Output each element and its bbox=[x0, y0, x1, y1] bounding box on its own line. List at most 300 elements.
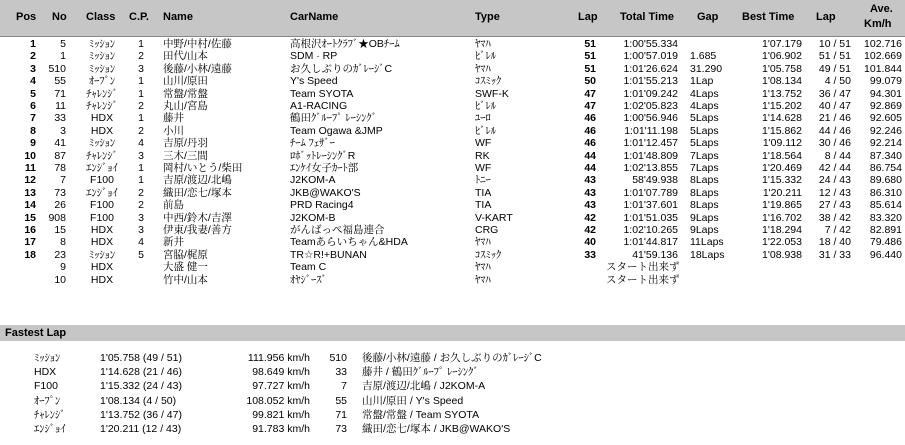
cell-car: JKB@WAKO'S bbox=[290, 186, 361, 199]
cell-cls: ｵｰﾌﾟﾝ bbox=[88, 75, 116, 88]
cell-cp: 3 bbox=[138, 62, 144, 75]
cell-cls: HDX bbox=[90, 112, 114, 125]
cell-cls: HDX bbox=[90, 261, 114, 274]
cell-ave: 83.320 bbox=[869, 211, 902, 224]
cell-cp: 1 bbox=[138, 112, 144, 125]
cell-gap: 5Laps bbox=[690, 137, 719, 150]
table-row bbox=[0, 100, 905, 112]
col-ave-1: Ave. bbox=[870, 3, 893, 15]
cell-ave: 87.340 bbox=[869, 149, 902, 162]
fl-cell-no: 71 bbox=[335, 408, 347, 421]
cell-cp: 1 bbox=[138, 87, 144, 100]
cell-car: Team Ogawa &JMP bbox=[290, 124, 383, 137]
cell-total: 1:01'07.789 bbox=[623, 186, 678, 199]
cell-name: 大盛 健一 bbox=[163, 261, 208, 274]
table-row bbox=[0, 261, 905, 273]
cell-cp: 1 bbox=[138, 75, 144, 88]
fl-cell-time: 1'13.752 (36 / 47) bbox=[100, 408, 182, 421]
cell-blap: 18 / 40 bbox=[818, 236, 851, 249]
cell-gap: 9Laps bbox=[690, 211, 719, 224]
cell-type: ﾔﾏﾊ bbox=[475, 261, 491, 274]
cell-blap: 7 / 42 bbox=[824, 224, 851, 236]
cell-gap: 7Laps bbox=[690, 162, 719, 174]
fl-cell-time: 1'20.211 (12 / 43) bbox=[100, 423, 182, 435]
col-carname: CarName bbox=[290, 11, 339, 23]
cell-cls: ﾁｬﾚﾝｼﾞ bbox=[86, 149, 118, 162]
cell-best: 1'13.752 bbox=[762, 87, 802, 100]
cell-best: 1'15.332 bbox=[762, 174, 802, 187]
cell-pos: 4 bbox=[30, 75, 36, 88]
fl-cell-time: 1'08.134 (4 / 50) bbox=[100, 394, 177, 407]
cell-total: 1:02'13.855 bbox=[623, 162, 678, 174]
cell-type: V-KART bbox=[475, 211, 513, 224]
cell-pos: 7 bbox=[30, 112, 36, 125]
cell-cls: ｴﾝｼﾞｮｲ bbox=[86, 186, 118, 199]
cell-pos: 13 bbox=[24, 186, 36, 199]
fl-cell-cls: ｵｰﾌﾟﾝ bbox=[34, 394, 61, 407]
cell-car: J2KOM-A bbox=[290, 174, 336, 187]
cell-no: 510 bbox=[48, 62, 66, 75]
cell-cls: F100 bbox=[90, 174, 114, 187]
cell-pos: 10 bbox=[24, 149, 36, 162]
fastest-lap-row bbox=[0, 352, 905, 365]
cell-cp: 3 bbox=[138, 149, 144, 162]
col-cp: C.P. bbox=[129, 11, 149, 23]
cell-car: Y's Speed bbox=[290, 75, 338, 88]
cell-best: 1'20.211 bbox=[762, 186, 802, 199]
cell-best: 1'08.134 bbox=[762, 75, 802, 88]
cell-lap: 42 bbox=[584, 211, 596, 224]
cell-gap: 4Laps bbox=[690, 87, 719, 100]
fastest-lap-row bbox=[0, 395, 905, 408]
cell-car: J2KOM-B bbox=[290, 211, 336, 224]
cell-ave: 86.310 bbox=[869, 186, 902, 199]
cell-car: ｴﾝｹｲ女子ｶｰﾄ部 bbox=[290, 162, 359, 174]
table-row bbox=[0, 125, 905, 137]
cell-total: 1:01'11.198 bbox=[624, 124, 678, 137]
cell-ave: 79.486 bbox=[869, 236, 902, 249]
cell-ave: 85.614 bbox=[869, 199, 902, 212]
table-row bbox=[0, 212, 905, 224]
cell-total: 1:01'55.213 bbox=[623, 75, 678, 88]
cell-pos: 12 bbox=[24, 174, 36, 187]
col-best-lap: Lap bbox=[816, 11, 836, 23]
cell-blap: 38 / 42 bbox=[818, 211, 851, 224]
table-row bbox=[0, 174, 905, 186]
cell-lap: 46 bbox=[584, 124, 596, 137]
cell-cls: ﾐｯｼｮﾝ bbox=[88, 248, 116, 261]
fastest-lap-header bbox=[0, 325, 905, 341]
col-name: Name bbox=[163, 11, 193, 23]
cell-total: 1:01'48.809 bbox=[623, 149, 678, 162]
cell-cls: ﾁｬﾚﾝｼﾞ bbox=[86, 100, 118, 112]
cell-lap: 33 bbox=[584, 248, 596, 261]
cell-cls: ｴﾝｼﾞｮｲ bbox=[86, 162, 118, 174]
cell-total: 58'49.938 bbox=[632, 174, 678, 187]
cell-cp: 4 bbox=[138, 137, 144, 150]
fl-cell-cls: ﾐｯｼｮﾝ bbox=[34, 352, 61, 364]
cell-no: 87 bbox=[54, 149, 66, 162]
fl-cell-speed: 111.956 km/h bbox=[247, 352, 310, 364]
cell-ave: 99.079 bbox=[869, 75, 902, 88]
cell-total: 1:01'51.035 bbox=[623, 211, 678, 224]
cell-car: 高根沢ｵｰﾄｸﾗﾌﾞ★OBﾁｰﾑ bbox=[290, 38, 400, 50]
cell-blap: 24 / 43 bbox=[818, 174, 851, 187]
cell-no: 5 bbox=[60, 38, 66, 50]
cell-no: 26 bbox=[54, 199, 66, 212]
cell-blap: 31 / 33 bbox=[818, 248, 851, 261]
cell-name: 伊東/我妻/善方 bbox=[163, 224, 232, 236]
cell-cls: HDX bbox=[90, 224, 114, 236]
cell-gap: 9Laps bbox=[690, 224, 719, 236]
col-class: Class bbox=[86, 11, 116, 23]
cell-total: 1:02'10.265 bbox=[623, 224, 678, 236]
header-divider bbox=[0, 36, 905, 37]
col-ave-2: Km/h bbox=[864, 18, 892, 30]
cell-cp: 2 bbox=[138, 199, 144, 212]
cell-blap: 10 / 51 bbox=[818, 38, 851, 50]
cell-gap: 1Lap bbox=[690, 75, 714, 88]
cell-cp: 1 bbox=[138, 162, 144, 174]
cell-name: 山川/原田 bbox=[163, 75, 208, 88]
cell-total: 41'59.136 bbox=[632, 248, 678, 261]
cell-best: 1'05.758 bbox=[762, 62, 802, 75]
cell-gap: 7Laps bbox=[690, 149, 719, 162]
cell-total: 1:01'12.457 bbox=[623, 137, 678, 150]
cell-no: 73 bbox=[54, 186, 66, 199]
cell-blap: 49 / 51 bbox=[818, 62, 851, 75]
cell-total: 1:01'09.242 bbox=[623, 87, 678, 100]
table-row bbox=[0, 38, 905, 50]
cell-no: 55 bbox=[54, 75, 66, 88]
fastest-lap-row bbox=[0, 409, 905, 422]
cell-lap: 46 bbox=[584, 137, 596, 150]
table-row bbox=[0, 236, 905, 248]
table-row bbox=[0, 75, 905, 87]
cell-no: 11 bbox=[55, 100, 66, 112]
cell-gap: 8Laps bbox=[690, 186, 719, 199]
table-row bbox=[0, 150, 905, 162]
cell-car: Team C bbox=[290, 261, 327, 274]
cell-no: 1 bbox=[60, 50, 66, 63]
cell-lap: 40 bbox=[584, 236, 596, 249]
cell-type: ﾔﾏﾊ bbox=[475, 38, 491, 50]
fl-cell-cls: ｴﾝｼﾞｮｲ bbox=[34, 423, 66, 435]
col-best-time: Best Time bbox=[742, 11, 795, 23]
fl-cell-no: 55 bbox=[335, 394, 347, 407]
cell-blap: 21 / 46 bbox=[818, 112, 851, 125]
cell-cp: 2 bbox=[138, 50, 144, 63]
cell-pos: 15 bbox=[24, 211, 36, 224]
cell-cls: F100 bbox=[90, 211, 114, 224]
cell-type: ﾕｰﾛ bbox=[475, 112, 491, 125]
cell-car: ﾁｰﾑ ﾌｪｻﾞｰ bbox=[290, 137, 335, 150]
cell-name: 小川 bbox=[163, 124, 184, 137]
fl-cell-cls: F100 bbox=[34, 380, 58, 393]
cell-cp: 5 bbox=[138, 248, 144, 261]
cell-ave: 96.440 bbox=[869, 248, 902, 261]
cell-car: Teamあらいちゃん&HDA bbox=[290, 236, 408, 249]
cell-cls: ﾐｯｼｮﾝ bbox=[88, 50, 116, 63]
cell-lap: 47 bbox=[584, 100, 596, 112]
table-row bbox=[0, 50, 905, 62]
cell-type: WF bbox=[475, 162, 492, 174]
cell-lap: 43 bbox=[584, 199, 596, 212]
col-gap: Gap bbox=[697, 11, 719, 23]
table-row bbox=[0, 249, 905, 261]
cell-type: WF bbox=[475, 137, 492, 150]
cell-no: 41 bbox=[54, 137, 66, 150]
fl-cell-who: 藤井 / 鶴田ｸﾞﾙｰﾌﾟ ﾚｰｼﾝｸﾞ bbox=[362, 366, 479, 379]
cell-ave: 92.214 bbox=[869, 137, 902, 150]
cell-name: 吉原/渡辺/北嶋 bbox=[163, 174, 232, 187]
cell-car: お久しぶりのｶﾞﾚｰｼﾞC bbox=[290, 62, 393, 75]
cell-cp: 2 bbox=[138, 124, 144, 137]
cell-ave: 94.301 bbox=[869, 87, 902, 100]
cell-blap: 27 / 43 bbox=[818, 199, 851, 212]
cell-no: 908 bbox=[48, 211, 66, 224]
cell-car: がんばっぺ福島連合 bbox=[290, 224, 385, 236]
fl-cell-who: 山川/原田 / Y's Speed bbox=[362, 394, 464, 407]
cell-total: 1:00'55.334 bbox=[623, 38, 678, 50]
cell-name: 前島 bbox=[163, 199, 184, 212]
cell-name: 岡村/いとう/柴田 bbox=[163, 162, 243, 174]
cell-ave: 102.716 bbox=[864, 38, 902, 50]
cell-name: 新井 bbox=[163, 236, 184, 249]
cell-blap: 30 / 46 bbox=[818, 137, 851, 150]
fl-cell-cls: ﾁｬﾚﾝｼﾞ bbox=[34, 408, 66, 421]
cell-blap: 42 / 44 bbox=[818, 162, 851, 174]
cell-total: スタート出来ず bbox=[606, 261, 680, 274]
cell-best: 1'19.865 bbox=[762, 199, 802, 212]
cell-car: ﾛﾎﾞｯﾄﾚｰｼﾝｸﾞR bbox=[290, 149, 356, 162]
cell-type: ﾋﾞﾚﾙ bbox=[475, 124, 496, 137]
fl-cell-no: 33 bbox=[335, 366, 347, 379]
cell-gap: 5Laps bbox=[690, 124, 719, 137]
fl-cell-who: 後藤/小林/遠藤 / お久しぶりのｶﾞﾚｰｼﾞC bbox=[362, 352, 542, 364]
cell-cp: 4 bbox=[138, 236, 144, 249]
cell-ave: 92.246 bbox=[869, 124, 902, 137]
cell-total: 1:00'57.019 bbox=[623, 50, 678, 63]
cell-cls: F100 bbox=[90, 199, 114, 212]
cell-ave: 89.680 bbox=[869, 174, 902, 187]
table-row bbox=[0, 274, 905, 286]
cell-name: 中野/中村/佐藤 bbox=[163, 38, 232, 50]
cell-gap: 5Laps bbox=[690, 112, 719, 125]
cell-best: 1'20.469 bbox=[762, 162, 802, 174]
cell-name: 竹中/山本 bbox=[163, 273, 208, 286]
cell-lap: 44 bbox=[584, 162, 596, 174]
cell-car: TR☆R!+BUNAN bbox=[290, 248, 367, 261]
fl-cell-time: 1'05.758 (49 / 51) bbox=[100, 352, 182, 364]
cell-type: ﾔﾏﾊ bbox=[475, 236, 491, 249]
cell-lap: 43 bbox=[584, 174, 596, 187]
col-pos: Pos bbox=[16, 11, 37, 23]
cell-blap: 8 / 44 bbox=[824, 149, 851, 162]
cell-name: 常盤/常盤 bbox=[163, 87, 208, 100]
cell-best: 1'09.112 bbox=[762, 137, 802, 150]
cell-no: 9 bbox=[60, 261, 66, 274]
cell-best: 1'15.862 bbox=[762, 124, 802, 137]
cell-type: ﾄﾆｰ bbox=[475, 174, 491, 187]
cell-lap: 51 bbox=[584, 50, 596, 63]
col-no: No bbox=[52, 11, 67, 23]
cell-pos: 17 bbox=[24, 236, 36, 249]
cell-lap: 43 bbox=[584, 186, 596, 199]
cell-blap: 40 / 47 bbox=[818, 100, 851, 112]
cell-total: 1:01'26.624 bbox=[623, 62, 678, 75]
cell-no: 3 bbox=[60, 124, 66, 137]
table-row bbox=[0, 162, 905, 174]
cell-cp: 2 bbox=[138, 100, 144, 112]
col-total-time: Total Time bbox=[620, 11, 674, 23]
cell-lap: 51 bbox=[584, 38, 596, 50]
cell-car: 鶴田ｸﾞﾙｰﾌﾟ ﾚｰｼﾝｸﾞ bbox=[290, 112, 377, 125]
cell-blap: 36 / 47 bbox=[818, 87, 851, 100]
cell-lap: 42 bbox=[584, 224, 596, 236]
cell-gap: 4Laps bbox=[690, 100, 719, 112]
cell-best: 1'14.628 bbox=[762, 112, 802, 125]
cell-type: TIA bbox=[475, 199, 492, 212]
cell-pos: 6 bbox=[30, 100, 36, 112]
cell-pos: 8 bbox=[30, 124, 36, 137]
cell-lap: 44 bbox=[584, 149, 596, 162]
cell-pos: 5 bbox=[30, 87, 36, 100]
cell-name: 丸山/宮島 bbox=[163, 100, 208, 112]
cell-type: ｺｽﾐｯｸ bbox=[475, 248, 502, 261]
cell-best: 1'15.202 bbox=[762, 100, 802, 112]
cell-cp: 2 bbox=[138, 186, 144, 199]
cell-best: 1'22.053 bbox=[762, 236, 802, 249]
fl-cell-cls: HDX bbox=[34, 366, 57, 379]
cell-type: ﾋﾞﾚﾙ bbox=[475, 100, 496, 112]
table-row bbox=[0, 63, 905, 75]
col-type: Type bbox=[475, 11, 500, 23]
cell-lap: 50 bbox=[584, 75, 596, 88]
fl-cell-time: 1'14.628 (21 / 46) bbox=[100, 366, 182, 379]
cell-pos: 1 bbox=[30, 38, 36, 50]
table-row bbox=[0, 88, 905, 100]
cell-type: ﾔﾏﾊ bbox=[475, 273, 491, 286]
cell-cls: HDX bbox=[90, 236, 114, 249]
fl-cell-who: 常盤/常盤 / Team SYOTA bbox=[362, 408, 480, 421]
cell-no: 10 bbox=[54, 273, 66, 286]
cell-name: 藤井 bbox=[163, 112, 184, 125]
cell-cp: 1 bbox=[138, 174, 144, 187]
cell-car: ｵﾔｼﾞｰｽﾞ bbox=[290, 273, 327, 286]
cell-cls: HDX bbox=[90, 273, 114, 286]
cell-car: SDM · RP bbox=[290, 50, 338, 63]
cell-best: 1'06.902 bbox=[762, 50, 802, 63]
fl-cell-no: 510 bbox=[329, 352, 347, 364]
fastest-lap-row bbox=[0, 366, 905, 379]
cell-best: 1'07.179 bbox=[762, 38, 802, 50]
fastest-lap-title: Fastest Lap bbox=[5, 327, 67, 339]
cell-pos: 18 bbox=[24, 248, 36, 261]
cell-cp: 1 bbox=[138, 38, 144, 50]
cell-car: Team SYOTA bbox=[290, 87, 354, 100]
cell-type: ｺｽﾐｯｸ bbox=[475, 75, 502, 88]
cell-cls: HDX bbox=[90, 124, 114, 137]
fl-cell-no: 7 bbox=[341, 380, 347, 393]
cell-total: 1:01'44.817 bbox=[623, 236, 678, 249]
fl-cell-speed: 99.821 km/h bbox=[252, 408, 310, 421]
cell-gap: 8Laps bbox=[690, 174, 719, 187]
cell-cls: ﾐｯｼｮﾝ bbox=[88, 38, 116, 50]
cell-pos: 16 bbox=[24, 224, 36, 236]
cell-best: 1'08.938 bbox=[762, 248, 802, 261]
table-row bbox=[0, 187, 905, 199]
cell-name: 田代/山本 bbox=[163, 50, 208, 63]
cell-type: RK bbox=[475, 149, 490, 162]
cell-pos: 3 bbox=[30, 62, 36, 75]
fl-cell-who: 織田/恋七/塚本 / JKB@WAKO'S bbox=[362, 423, 511, 435]
cell-type: TIA bbox=[475, 186, 492, 199]
cell-pos: 14 bbox=[24, 199, 36, 212]
cell-no: 23 bbox=[54, 248, 66, 261]
cell-gap: 31.290 bbox=[690, 62, 723, 75]
cell-pos: 11 bbox=[24, 162, 36, 174]
cell-blap: 51 / 51 bbox=[818, 50, 851, 63]
cell-lap: 47 bbox=[584, 87, 596, 100]
cell-gap: 1.685 bbox=[690, 50, 717, 63]
cell-ave: 92.605 bbox=[869, 112, 902, 125]
cell-type: CRG bbox=[475, 224, 499, 236]
cell-pos: 9 bbox=[30, 137, 36, 150]
cell-gap: 18Laps bbox=[690, 248, 725, 261]
fl-cell-time: 1'15.332 (24 / 43) bbox=[100, 380, 182, 393]
cell-cp: 3 bbox=[138, 224, 144, 236]
cell-pos: 2 bbox=[30, 50, 36, 63]
cell-ave: 101.844 bbox=[864, 62, 902, 75]
fl-cell-speed: 108.052 km/h bbox=[246, 394, 310, 407]
table-header bbox=[0, 0, 905, 36]
fl-cell-no: 73 bbox=[335, 423, 347, 435]
cell-no: 71 bbox=[54, 87, 66, 100]
table-row bbox=[0, 224, 905, 236]
cell-ave: 102.669 bbox=[864, 50, 902, 63]
col-lap: Lap bbox=[578, 11, 598, 23]
fl-cell-speed: 91.783 km/h bbox=[252, 423, 310, 435]
cell-best: 1'18.294 bbox=[762, 224, 802, 236]
cell-total: スタート出来ず bbox=[606, 273, 680, 286]
cell-type: SWF-K bbox=[475, 87, 509, 100]
cell-total: 1:01'37.601 bbox=[623, 199, 678, 212]
cell-lap: 51 bbox=[584, 62, 596, 75]
cell-cls: ﾐｯｼｮﾝ bbox=[88, 62, 116, 75]
cell-best: 1'16.702 bbox=[762, 211, 802, 224]
table-row bbox=[0, 137, 905, 149]
fastest-lap-row bbox=[0, 380, 905, 393]
fl-cell-who: 吉原/渡辺/北嶋 / J2KOM-A bbox=[362, 380, 486, 393]
cell-cls: ﾁｬﾚﾝｼﾞ bbox=[86, 87, 118, 100]
cell-name: 織田/恋七/塚本 bbox=[163, 186, 232, 199]
cell-name: 中西/鈴木/吉澤 bbox=[163, 211, 232, 224]
cell-total: 1:00'56.946 bbox=[623, 112, 678, 125]
cell-gap: 11Laps bbox=[690, 236, 724, 249]
cell-ave: 86.754 bbox=[869, 162, 902, 174]
cell-car: PRD Racing4 bbox=[290, 199, 354, 212]
cell-type: ﾋﾞﾚﾙ bbox=[475, 50, 496, 63]
cell-name: 三木/三間 bbox=[163, 149, 208, 162]
cell-lap: 46 bbox=[584, 112, 596, 125]
cell-name: 宮脇/梶原 bbox=[163, 248, 208, 261]
cell-no: 33 bbox=[54, 112, 66, 125]
cell-name: 後藤/小林/遠藤 bbox=[163, 62, 232, 75]
cell-best: 1'18.564 bbox=[762, 149, 802, 162]
cell-cp: 3 bbox=[138, 211, 144, 224]
cell-total: 1:02'05.823 bbox=[623, 100, 678, 112]
